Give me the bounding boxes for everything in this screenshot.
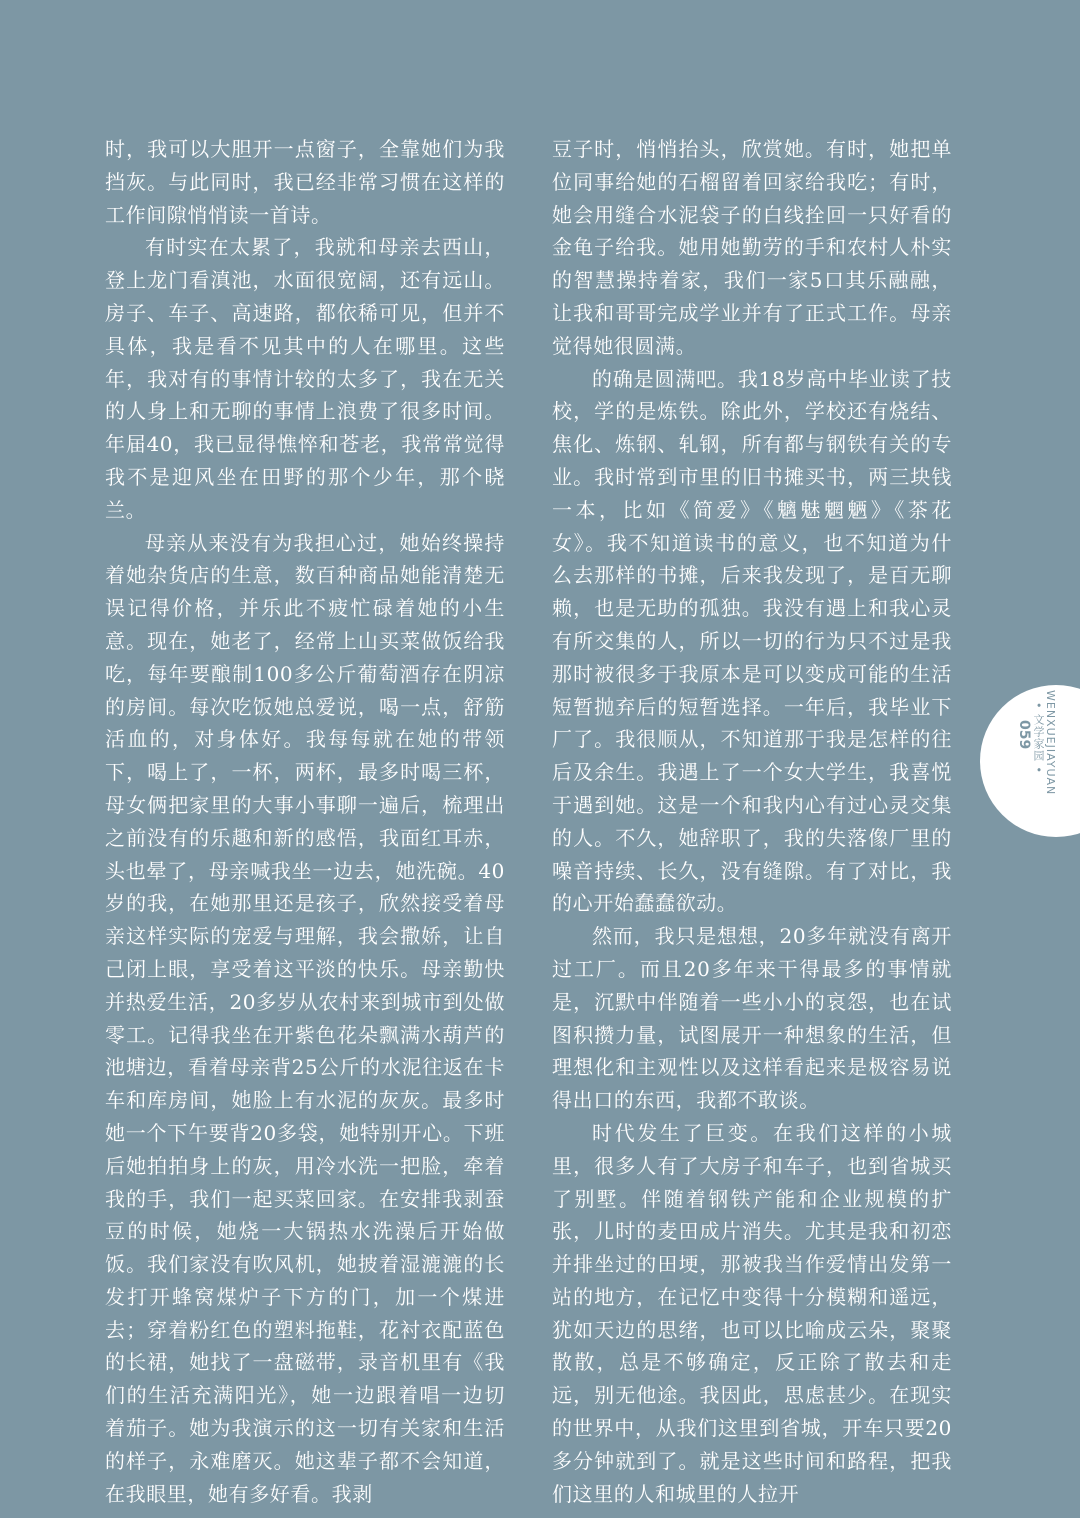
right-column <box>552 133 952 1510</box>
left-paragraph-3: 母亲从来没有为我担心过，她始终操持着她杂货店的生意，数百种商品她能清楚无误记得价格，并乐此不疲忙碌着她的小生意。现在，她老了，经常上山买菜做饭给我吃，每年要酿制100多公斤葡萄酒存在阴凉的房间。每次吃饭她总爱说，喝一点，舒筋活血的，对身体好。我每每就在她的带领下，喝上了，一杯，两杯，最多时喝三杯，母女俩把家里的大事小事聊一遍后，梳理出之前没有的乐趣和新的感悟，我面红耳赤，头也晕了，母亲喊我坐一边去，她洗碗。40岁的我，在她那里还是孩子，欣然接受着母亲这样实际的宠爱与理解，我会撒娇，让自己闭上眼，享受着这平淡的快乐。母亲勤快并热爱生活，20多岁从农村来到城市到处做零工。记得我坐在开紫色花朵飘满水葫芦的池塘边，看着母亲背25公斤的水泥往返在卡车和库房间，她脸上有水泥的灰灰。最多时她一个下午要背20多袋，她特别开心。下班后她拍拍身上的灰，用冷水洗一把脸，牵着我的手，我们一起买菜回家。在安排我剥蚕豆的时候，她烧一大锅热水洗澡后开始做饭。我们家没有吹风机，她披着湿漉漉的长发打开蜂窝煤炉子下方的门，加一个煤进去；穿着粉红色的塑料拖鞋，花衬衣配蓝色的长裙，她找了一盘磁带，录音机里有《我们的生活充满阳光》，她一边跟着唱一边切着茄子。她为我演示的这一切有关家和生活的样子，永难磨灭。她这辈子都不会知道，在我眼里，她有多好看。我剥 <box>105 530 505 1506</box>
right-paragraph-3: 然而，我只是想想，20多年就没有离开过工厂。而且20多年来干得最多的事情就是，沉默中伴随着一些小小的哀怨，也在试图积攒力量，试图展开一种想象的生活，但理想化和主观性以及这样看起来是极容易说得出口的东西，我都不敢谈。 <box>552 924 952 1113</box>
right-paragraph-1: 豆子时，悄悄抬头，欣赏她。有时，她把单位同事给她的石榴留着回家给我吃；有时，她会用缝合水泥袋子的白线拴回一只好看的金龟子给我。她用她勤劳的手和农村人朴实的智慧操持着家，我们一家5口其乐融融，让我和哥哥完成学业并有了正式工作。母亲觉得她很圆满。 <box>552 137 952 358</box>
right-paragraph-2: 的确是圆满吧。我18岁高中毕业读了技校，学的是炼铁。除此外，学校还有烧结、焦化、炼钢、轧钢，所有都与钢铁有关的专业。我时常到市里的旧书摊买书，两三块钱一本，比如《简爱》《魑魅魍魉》《茶花女》。我不知道读书的意义，也不知道为什么去那样的书摊，后来我发现了，是百无聊赖，也是无助的孤独。我没有遇上和我心灵有所交集的人，所以一切的行为只不过是我那时被很多于我原本是可以变成可能的生活短暂抛弃后的短暂选择。一年后，我毕业下厂了。我很顺从，不知道那于我是怎样的往后及余生。我遇上了一个女大学生，我喜悦于遇到她。这是一个和我内心有过心灵交集的人。不久，她辞职了，我的失落像厂里的噪音持续、长久，没有缝隙。有了对比，我的心开始蠢蠢欲动。 <box>552 366 952 916</box>
page-number: 059 <box>1016 720 1032 750</box>
left-paragraph-1: 时，我可以大胆开一点窗子，全靠她们为我挡灰。与此同时，我已经非常习惯在这样的工作间隙悄悄读一首诗。 <box>105 137 505 227</box>
left-paragraph-2: 有时实在太累了，我就和母亲去西山，登上龙门看滇池，水面很宽阔，还有远山。房子、车子、高速路，都依稀可见，但并不具体，我是看不见其中的人在哪里。这些年，我对有的事情计较的太多了，我在无关的人身上和无聊的事情上浪费了很多时间。年届40，我已显得憔悴和苍老，我常常觉得我不是迎风坐在田野的那个少年，那个晓兰。 <box>105 235 505 522</box>
section-name-chinese: • 文学家园 • <box>1032 702 1045 774</box>
section-name-english: WENXUEJIAYUAN <box>1044 690 1057 796</box>
right-paragraph-4: 时代发生了巨变。在我们这样的小城里，很多人有了大房子和车子，也到省城买了别墅。伴随着钢铁产能和企业规模的扩张，儿时的麦田成片消失。尤其是我和初恋并排坐过的田埂，那被我当作爱情出发第一站的地方，在记忆中变得十分模糊和遥远，犹如天边的思绪，也可以比喻成云朵，聚聚散散，总是不够确定，反正除了散去和走远，别无他途。我因此，思虑甚少。在现实的世界中，从我们这里到省城，开车只要20多分钟就到了。就是这些时间和路程，把我们这里的人和城里的人拉开 <box>552 1120 952 1506</box>
left-column <box>105 133 505 1510</box>
section-badge <box>1016 690 1064 830</box>
